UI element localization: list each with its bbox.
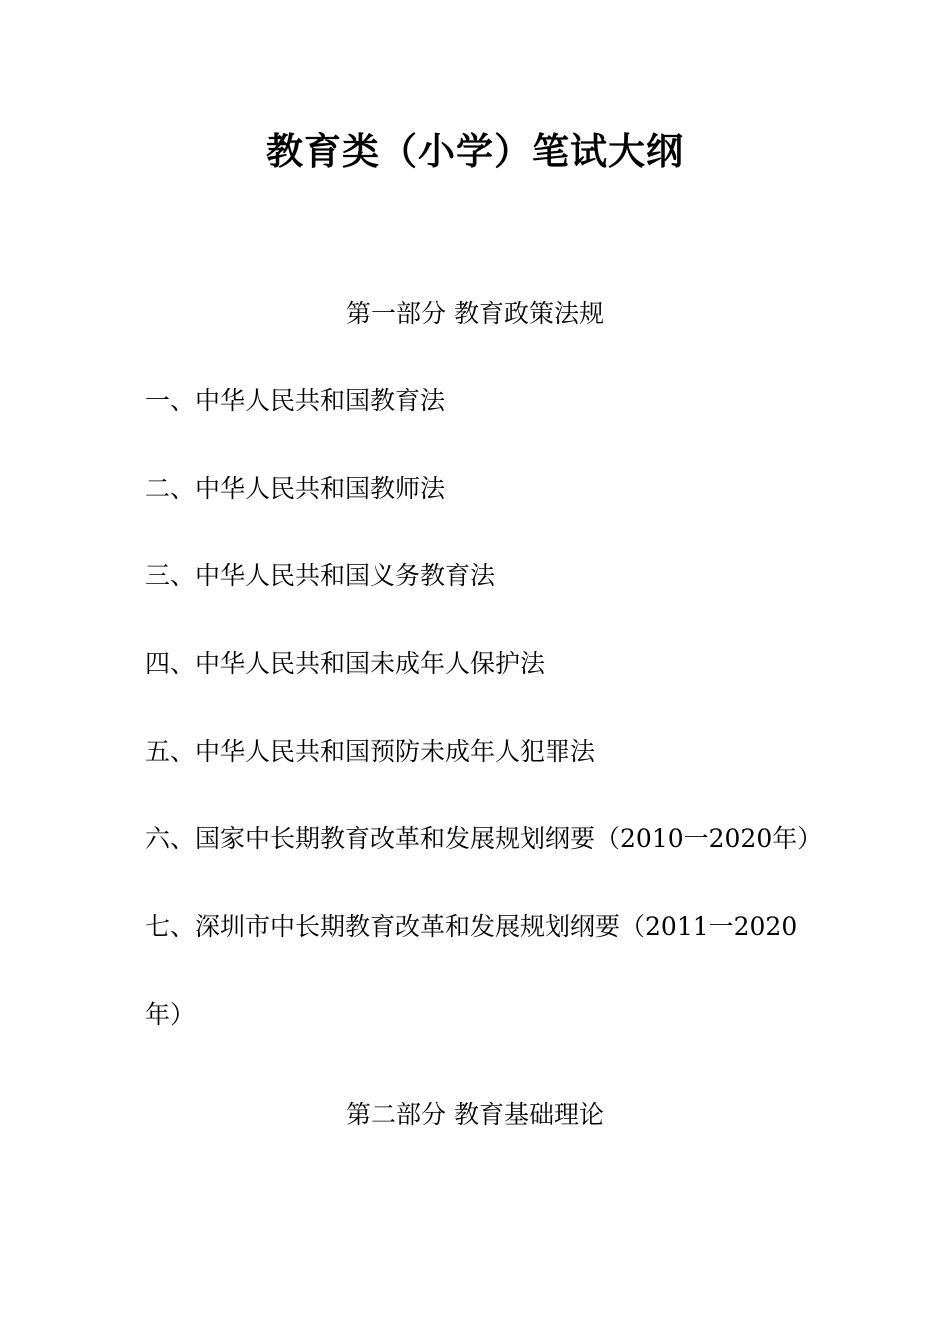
section-heading-part2: 第二部分 教育基础理论 (346, 1100, 604, 1129)
document-title: 教育类（小学）笔试大纲 (266, 129, 684, 173)
list-item: 四、中华人民共和国未成年人保护法 (145, 649, 546, 678)
list-item: 二、中华人民共和国教师法 (145, 474, 446, 503)
list-item: 三、中华人民共和国义务教育法 (145, 561, 496, 590)
list-item: 六、国家中长期教育改革和发展规划纲要（2010一2020年） (145, 824, 823, 853)
list-item: 五、中华人民共和国预防未成年人犯罪法 (145, 737, 596, 766)
list-item: 七、深圳市中长期教育改革和发展规划纲要（2011一2020年） (145, 912, 798, 1029)
section-heading-part1: 第一部分 教育政策法规 (346, 299, 604, 328)
list-item: 一、中华人民共和国教育法 (145, 386, 446, 415)
